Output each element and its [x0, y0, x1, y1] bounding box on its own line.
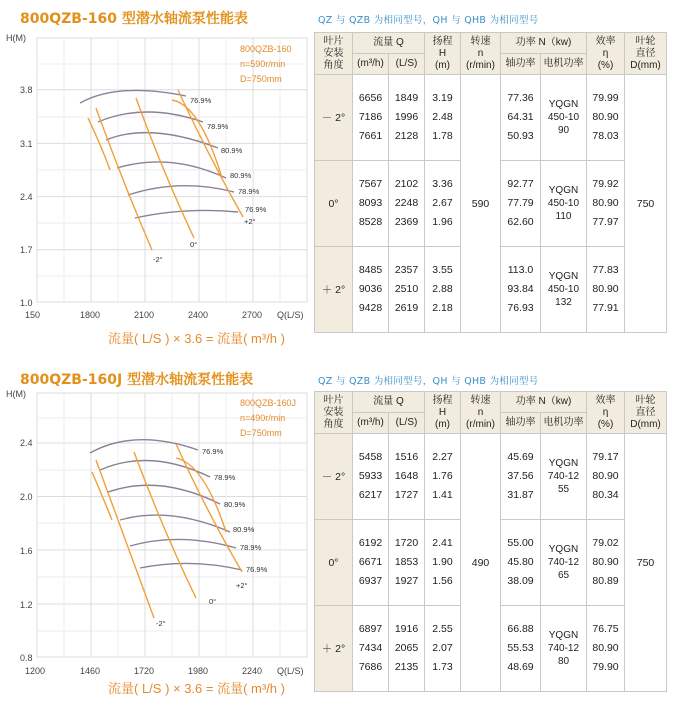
efficiency-cell [587, 161, 625, 247]
curve-label: 76.9% [190, 96, 212, 105]
chart-diameter: D=750mm [240, 74, 282, 84]
cell-value: 6217 [358, 489, 383, 501]
cell-value: 79.99 [592, 92, 619, 104]
cell-value: 2510 [394, 283, 419, 295]
x-tick: 150 [25, 310, 41, 320]
cell-value: YQGN [548, 458, 579, 469]
cell-value: H [438, 406, 447, 418]
head-cell [425, 434, 461, 520]
cell-value: 7434 [358, 642, 383, 654]
cell-value: 80.90 [592, 283, 619, 295]
flow-m3h-header: (m³/h) [353, 413, 389, 434]
cell-value: 8485 [358, 264, 383, 276]
head-curve-minus2 [96, 108, 152, 250]
cell-value: 效率 [595, 35, 616, 47]
curve-label: 80.9% [233, 525, 255, 534]
cell-value: (m) [435, 59, 450, 71]
cell-value: 1.56 [432, 575, 453, 587]
flow-m3h-cell [353, 434, 389, 520]
shaft-power-cell [501, 520, 541, 606]
eff-boundary [172, 100, 222, 178]
curve-label: 0° [190, 240, 198, 249]
diameter-cell: 750 [625, 434, 667, 692]
cell-value: 转速 [470, 394, 491, 406]
shaft-power-cell [501, 161, 541, 247]
cell-value: 6937 [358, 575, 383, 587]
x-tick: 2100 [134, 310, 155, 320]
cell-value: 7186 [358, 111, 383, 123]
head-curve-0 [134, 452, 196, 598]
curve-label: 80.9% [221, 146, 243, 155]
cell-value: 安装 [323, 406, 344, 418]
shaft-power-header: 轴功率 [501, 54, 541, 75]
cell-value: 79.90 [592, 661, 619, 673]
cell-value: 5933 [358, 470, 383, 482]
flow-m3h-cell [353, 247, 389, 333]
flow-ls-cell [389, 161, 425, 247]
efficiency-cell [587, 75, 625, 161]
model-note: QZ 与 QZB 为相同型号，QH 与 QHB 为相同型号 [318, 376, 539, 387]
eff-curve [120, 515, 230, 532]
impeller-header [625, 33, 667, 75]
cell-value: (%) [597, 418, 614, 430]
motor-cell [541, 520, 587, 606]
cell-value: 1.76 [432, 470, 453, 482]
y-tick: 1.6 [20, 546, 33, 556]
curve-label: -2° [156, 619, 166, 628]
chart-diameter: D=750mm [240, 428, 282, 438]
y-tick: 3.1 [20, 139, 33, 149]
cell-value: 740-12 [547, 557, 580, 568]
cell-value: 450-10 [547, 198, 580, 209]
cell-value: 2.18 [432, 302, 453, 314]
cell-value: 3.36 [432, 178, 453, 190]
cell-value: 2135 [394, 661, 419, 673]
cell-value: 740-12 [547, 643, 580, 654]
cell-value: 3.55 [432, 264, 453, 276]
head-header [425, 33, 461, 75]
cell-value: 角度 [323, 418, 344, 430]
angle-cell: ＋ 2° [315, 606, 353, 692]
flow-header: 流量 Q [353, 33, 425, 54]
cell-value: 80.90 [592, 111, 619, 123]
cell-value: 132 [555, 297, 572, 308]
cell-value: 角度 [323, 59, 344, 71]
cell-value: 77.36 [507, 92, 534, 104]
flow-m3h-cell [353, 520, 389, 606]
cell-value: 扬程 [432, 35, 453, 47]
cell-value: 80 [557, 656, 570, 667]
cell-value: 48.69 [507, 661, 534, 673]
shaft-power-cell [501, 434, 541, 520]
flow-ls-header: (L/S) [389, 413, 425, 434]
cell-value: 2065 [394, 642, 419, 654]
y-tick: 1.0 [20, 298, 33, 308]
motor-cell [541, 161, 587, 247]
flow-m3h-cell [353, 161, 389, 247]
curve-label: 78.9% [207, 122, 229, 131]
unit-formula: 流量( L/S ) × 3.6 = 流量( m³/h ) [108, 681, 285, 696]
eff-curve [135, 210, 238, 218]
cell-value: (r/min) [466, 418, 495, 430]
curve-label: -2° [153, 255, 163, 264]
cell-value: 直径 [635, 47, 656, 59]
cell-value: 77.79 [507, 197, 534, 209]
cell-value: 2.27 [432, 451, 453, 463]
eff-curve [80, 90, 186, 103]
curve-label: 78.9% [240, 543, 262, 552]
flow-ls-cell [389, 75, 425, 161]
head-cell [425, 161, 461, 247]
cell-value: 1927 [394, 575, 419, 587]
cell-value: 92.77 [507, 178, 534, 190]
motor-cell [541, 606, 587, 692]
y-axis-label: H(M) [6, 389, 26, 399]
y-tick: 1.2 [20, 600, 33, 610]
y-tick: 2.4 [20, 192, 33, 202]
cell-value: 55.00 [507, 537, 534, 549]
motor-cell [541, 434, 587, 520]
eff-curve [130, 539, 236, 548]
cell-value: 80.90 [592, 470, 619, 482]
cell-value: 2357 [394, 264, 419, 276]
angle-header [315, 392, 353, 434]
cell-value: 77.83 [592, 264, 619, 276]
shaft-power-header: 轴功率 [501, 413, 541, 434]
cell-value: 3.19 [432, 92, 453, 104]
cell-value: η [602, 406, 609, 418]
flow-ls-cell [389, 434, 425, 520]
cell-value: 1849 [394, 92, 419, 104]
cell-value: 78.03 [592, 130, 619, 142]
angle-cell: － 2° [315, 75, 353, 161]
cell-value: 1.90 [432, 556, 453, 568]
chart-speed: n=590r/min [240, 59, 286, 69]
efficiency-cell [587, 434, 625, 520]
cell-value: 2.41 [432, 537, 453, 549]
cell-value: 7567 [358, 178, 383, 190]
motor-power-header: 电机功率 [541, 54, 587, 75]
cell-value: 1853 [394, 556, 419, 568]
cell-value: 2.48 [432, 111, 453, 123]
cell-value: 1.78 [432, 130, 453, 142]
flow-m3h-cell [353, 75, 389, 161]
motor-cell [541, 75, 587, 161]
cell-value: 叶轮 [635, 394, 656, 406]
x-tick: 1720 [134, 666, 155, 676]
flow-ls-cell [389, 247, 425, 333]
cell-value: (m) [435, 418, 450, 430]
cell-value: YQGN [548, 185, 579, 196]
cell-value: YQGN [548, 271, 579, 282]
cell-value: 80.90 [592, 642, 619, 654]
cell-value: YQGN [548, 544, 579, 555]
cell-value: 2369 [394, 216, 419, 228]
cell-value: 2619 [394, 302, 419, 314]
speed-cell: 490 [461, 434, 501, 692]
performance-table [314, 391, 667, 692]
cell-value: 450-10 [547, 112, 580, 123]
efficiency-cell [587, 520, 625, 606]
flow-m3h-cell [353, 606, 389, 692]
cell-value: 5458 [358, 451, 383, 463]
shaft-power-cell [501, 247, 541, 333]
y-tick: 0.8 [20, 653, 33, 663]
cell-value: 1648 [394, 470, 419, 482]
eff-curve [90, 440, 198, 453]
model-note: QZ 与 QZB 为相同型号，QH 与 QHB 为相同型号 [318, 15, 539, 26]
shaft-power-cell [501, 75, 541, 161]
curve-label: 76.9% [246, 565, 268, 574]
y-tick: 1.7 [20, 245, 33, 255]
chart-model: 800QZB-160 [240, 44, 292, 54]
cell-value: 80.34 [592, 489, 619, 501]
table-row [315, 434, 667, 520]
section-title: 800QZB-160 型潜水轴流泵性能表 [20, 11, 248, 27]
section-title: 800QZB-160J 型潜水轴流泵性能表 [20, 372, 254, 388]
cell-value: 9428 [358, 302, 383, 314]
cell-value: 6897 [358, 623, 383, 635]
curve-label: 78.9% [238, 187, 260, 196]
cell-value: 1.73 [432, 661, 453, 673]
cell-value: 55 [557, 484, 570, 495]
head-cell [425, 520, 461, 606]
cell-value: 6192 [358, 537, 383, 549]
diameter-cell: 750 [625, 75, 667, 333]
cell-value: 1996 [394, 111, 419, 123]
cell-value: 740-12 [547, 471, 580, 482]
cell-value: 扬程 [432, 394, 453, 406]
angle-cell: 0° [315, 161, 353, 247]
cell-value: 66.88 [507, 623, 534, 635]
cell-value: η [602, 47, 609, 59]
cell-value: YQGN [548, 630, 579, 641]
chart-speed: n=490r/min [240, 413, 286, 423]
cell-value: 6671 [358, 556, 383, 568]
x-tick: 1460 [80, 666, 101, 676]
speed-header [461, 392, 501, 434]
performance-table [314, 32, 667, 333]
curve-label: +2° [236, 581, 248, 590]
cell-value: 2248 [394, 197, 419, 209]
x-axis-label: Q(L/S) [277, 310, 304, 320]
cell-value: 效率 [595, 394, 616, 406]
y-tick: 3.8 [20, 85, 33, 95]
cell-value: 2.55 [432, 623, 453, 635]
cell-value: 62.60 [507, 216, 534, 228]
cell-value: 8093 [358, 197, 383, 209]
cell-value: n [477, 406, 484, 418]
cell-value: YQGN [548, 99, 579, 110]
x-tick: 2240 [242, 666, 263, 676]
cell-value: 77.91 [592, 302, 619, 314]
x-tick: 1200 [25, 666, 46, 676]
cell-value: 79.17 [592, 451, 619, 463]
performance-chart [0, 360, 312, 706]
cell-value: 2.67 [432, 197, 453, 209]
curve-label: 80.9% [230, 171, 252, 180]
head-cell [425, 247, 461, 333]
cell-value: 31.87 [507, 489, 534, 501]
cell-value: 450-10 [547, 284, 580, 295]
cell-value: 80.89 [592, 575, 619, 587]
x-tick: 2400 [188, 310, 209, 320]
x-axis-label: Q(L/S) [277, 666, 304, 676]
x-tick: 1800 [80, 310, 101, 320]
head-header [425, 392, 461, 434]
cell-value: 安装 [323, 47, 344, 59]
cell-value: 1.96 [432, 216, 453, 228]
head-cell [425, 75, 461, 161]
power-header: 功率 N（kw) [501, 392, 587, 413]
x-tick: 2700 [242, 310, 263, 320]
unit-formula: 流量( L/S ) × 3.6 = 流量( m³/h ) [108, 331, 285, 346]
curve-label: 76.9% [245, 205, 267, 214]
cell-value: 38.09 [507, 575, 534, 587]
cell-value: 6656 [358, 92, 383, 104]
curve-label: +2° [244, 217, 256, 226]
cell-value: 80.90 [592, 197, 619, 209]
curve-label: 78.9% [214, 473, 236, 482]
y-axis-label: H(M) [6, 33, 26, 43]
cell-value: 7661 [358, 130, 383, 142]
efficiency-cell [587, 606, 625, 692]
flow-ls-header: (L/S) [389, 54, 425, 75]
impeller-header [625, 392, 667, 434]
cell-value: 2128 [394, 130, 419, 142]
flow-header: 流量 Q [353, 392, 425, 413]
cell-value: 65 [557, 570, 570, 581]
flow-ls-cell [389, 606, 425, 692]
cell-value: 1516 [394, 451, 419, 463]
speed-cell: 590 [461, 75, 501, 333]
efficiency-header [587, 392, 625, 434]
cell-value: 2.07 [432, 642, 453, 654]
cell-value: 2.88 [432, 283, 453, 295]
performance-chart [0, 0, 312, 350]
cell-value: D(mm) [630, 59, 661, 71]
angle-cell: ＋ 2° [315, 247, 353, 333]
cell-value: 113.0 [507, 264, 534, 276]
cell-value: H [438, 47, 447, 59]
cell-value: 叶轮 [635, 35, 656, 47]
curve-label: 76.9% [202, 447, 224, 456]
cell-value: 7686 [358, 661, 383, 673]
head-cell [425, 606, 461, 692]
cell-value: 79.92 [592, 178, 619, 190]
cell-value: 64.31 [507, 111, 534, 123]
cell-value: 77.97 [592, 216, 619, 228]
y-tick: 2.4 [20, 438, 33, 448]
table-row [315, 75, 667, 161]
angle-header [315, 33, 353, 75]
curve-label: 80.9% [224, 500, 246, 509]
cell-value: 55.53 [507, 642, 534, 654]
cell-value: 9036 [358, 283, 383, 295]
cell-value: 叶片 [323, 394, 344, 406]
chart-model: 800QZB-160J [240, 398, 297, 408]
cell-value: 76.93 [507, 302, 534, 314]
cell-value: (%) [597, 59, 614, 71]
shaft-power-cell [501, 606, 541, 692]
angle-cell: 0° [315, 520, 353, 606]
cell-value: 1720 [394, 537, 419, 549]
angle-cell: － 2° [315, 434, 353, 520]
speed-header [461, 33, 501, 75]
efficiency-cell [587, 247, 625, 333]
cell-value: 2102 [394, 178, 419, 190]
cell-value: 直径 [635, 406, 656, 418]
cell-value: 110 [555, 211, 572, 222]
cell-value: 1727 [394, 489, 419, 501]
y-tick: 2.0 [20, 492, 33, 502]
cell-value: 50.93 [507, 130, 534, 142]
cell-value: 45.69 [507, 451, 534, 463]
cell-value: (r/min) [466, 59, 495, 71]
motor-cell [541, 247, 587, 333]
motor-power-header: 电机功率 [541, 413, 587, 434]
cell-value: 叶片 [323, 35, 344, 47]
cell-value: 1.41 [432, 489, 453, 501]
cell-value: 1916 [394, 623, 419, 635]
cell-value: 79.02 [592, 537, 619, 549]
cell-value: n [477, 47, 484, 59]
cell-value: 80.90 [592, 556, 619, 568]
flow-m3h-header: (m³/h) [353, 54, 389, 75]
curve-label: 0° [209, 597, 217, 606]
cell-value: 8528 [358, 216, 383, 228]
cell-value: 76.75 [592, 623, 619, 635]
eff-curve [140, 563, 242, 570]
eff-curve [128, 186, 234, 195]
flow-ls-cell [389, 520, 425, 606]
cell-value: D(mm) [630, 418, 661, 430]
cell-value: 90 [557, 125, 570, 136]
cell-value: 45.80 [507, 556, 534, 568]
power-header: 功率 N（kw) [501, 33, 587, 54]
efficiency-header [587, 33, 625, 75]
x-tick: 1980 [188, 666, 209, 676]
cell-value: 37.56 [507, 470, 534, 482]
cell-value: 转速 [470, 35, 491, 47]
eff-curve [106, 133, 218, 148]
cell-value: 93.84 [507, 283, 534, 295]
